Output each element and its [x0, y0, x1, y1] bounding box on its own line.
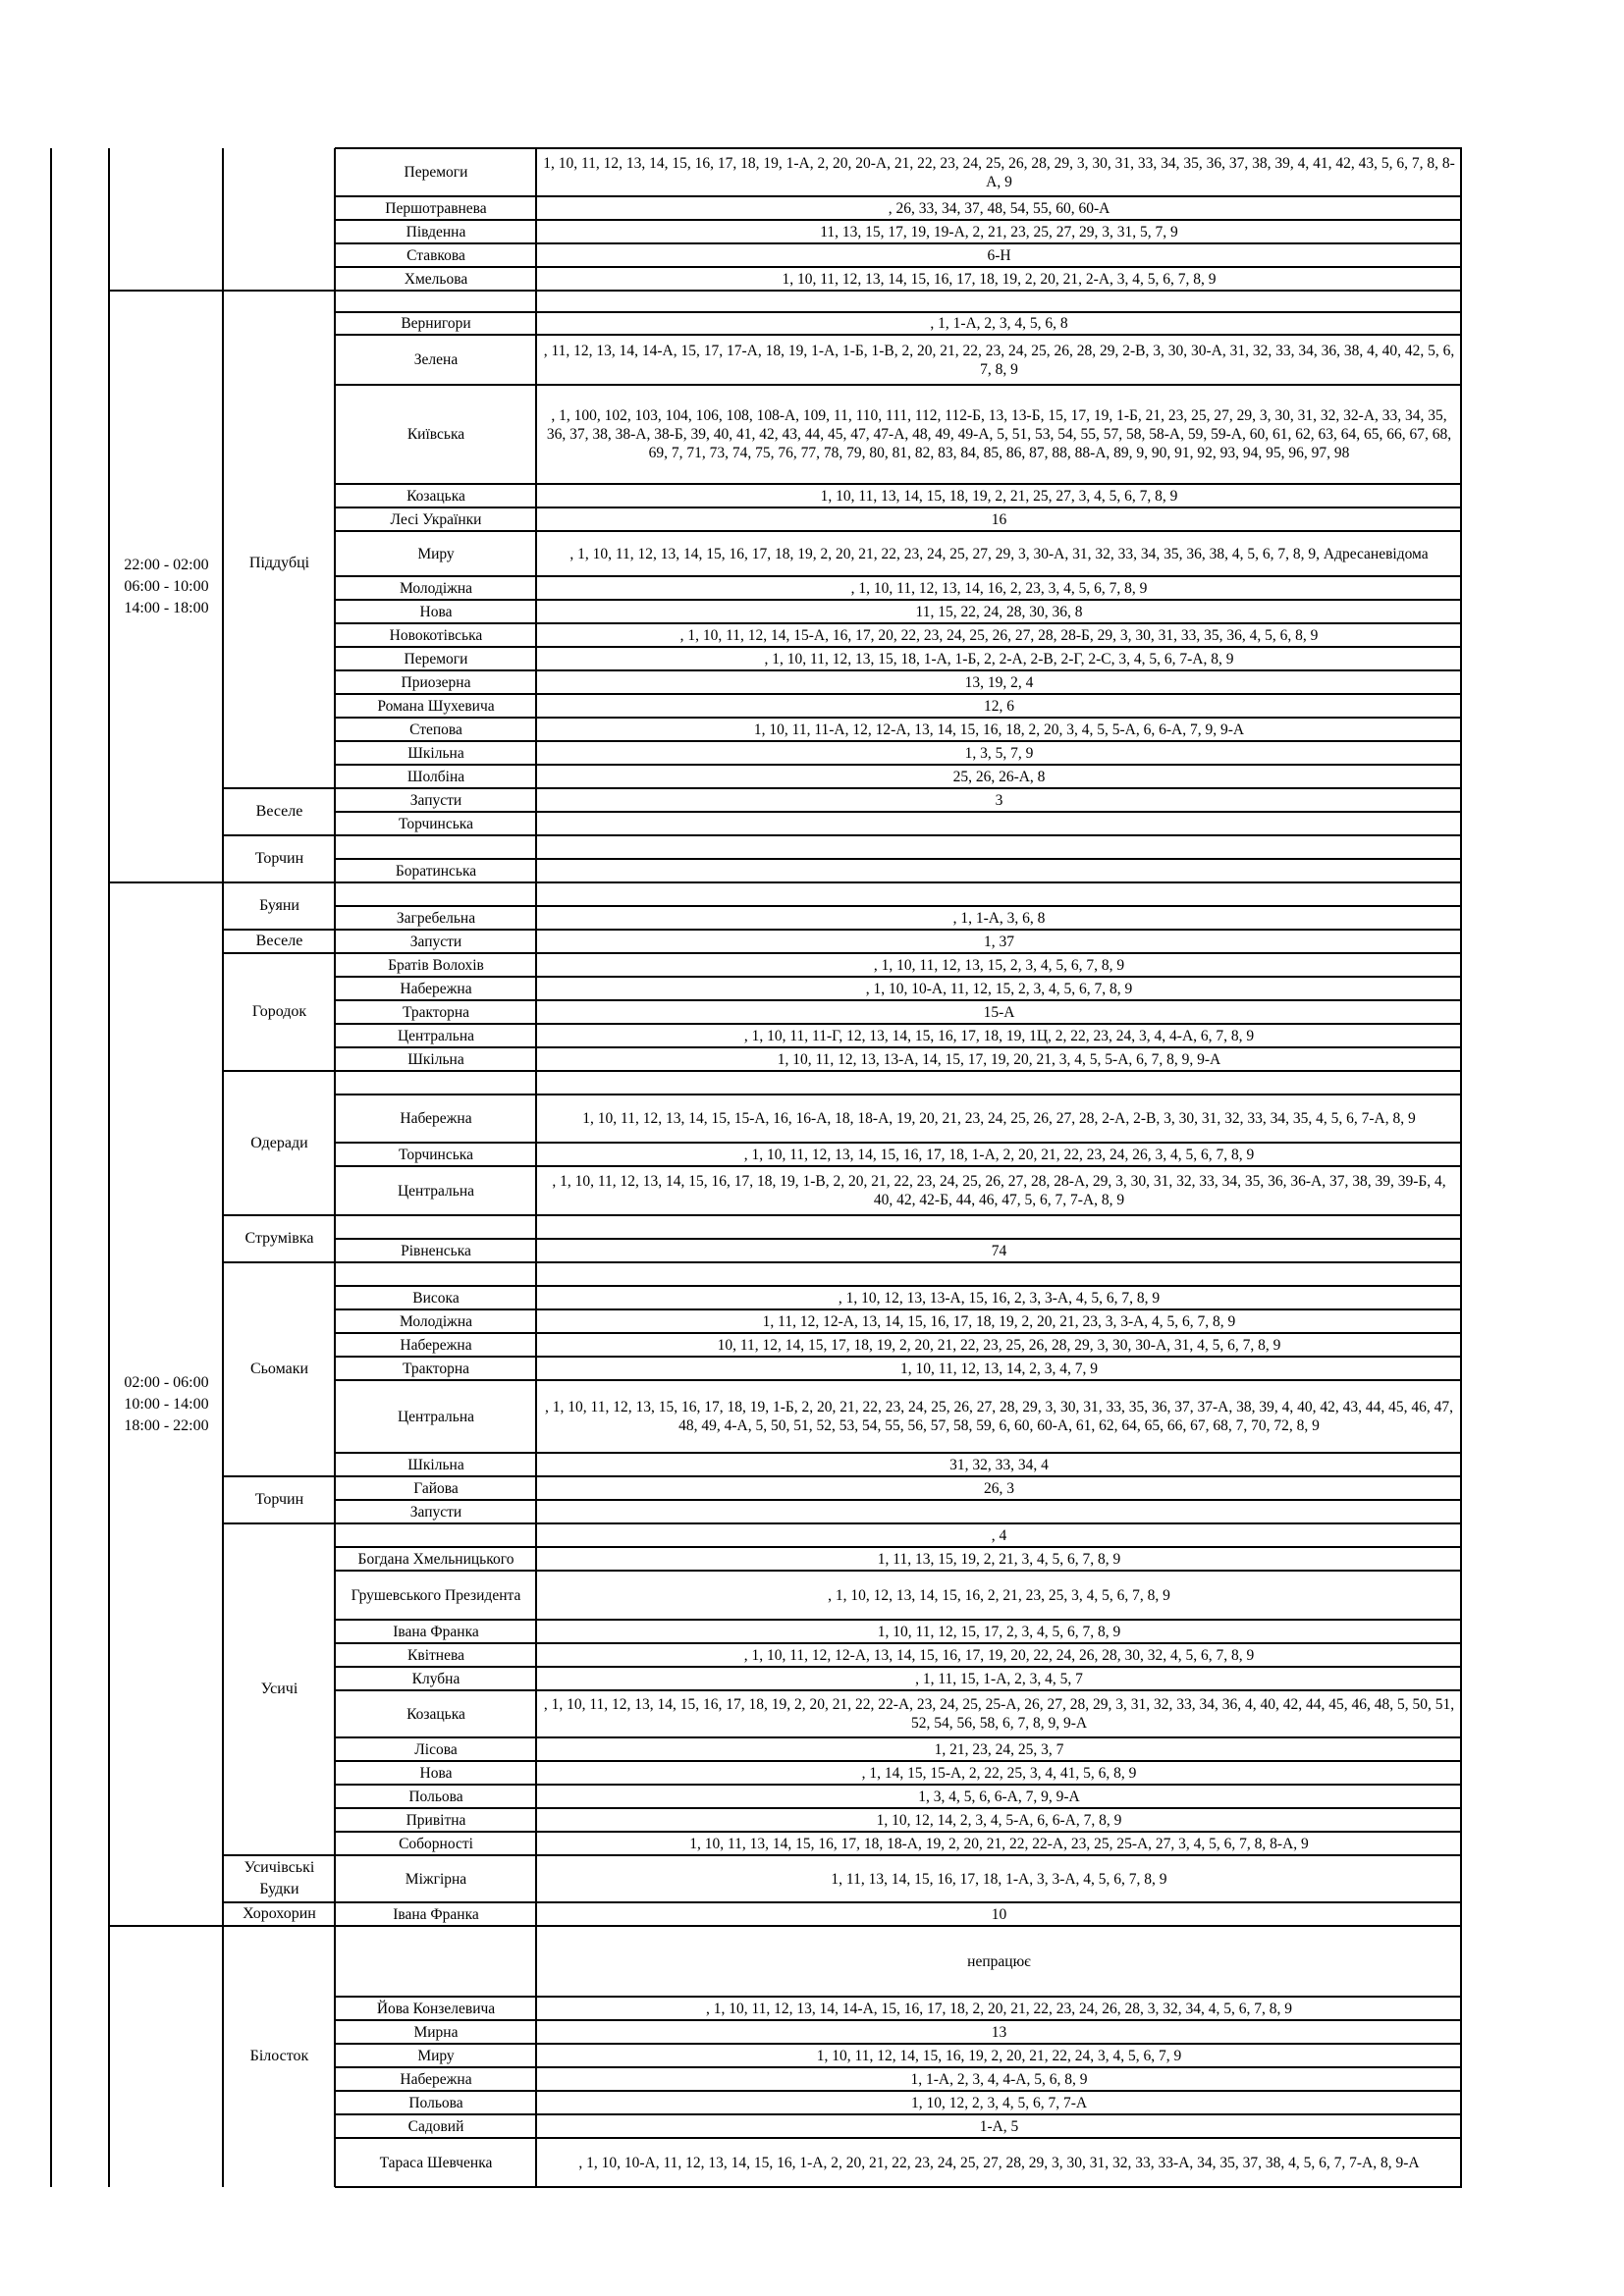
house-numbers [537, 1215, 1461, 1239]
street-name: Богдана Хмельницького [357, 1550, 514, 1568]
street-name: Шкільна [407, 1456, 464, 1473]
house-numbers: 1, 10, 11, 13, 14, 15, 16, 17, 18, 18-А, 19, 2, 20, 21, 22, 22-А, 23, 25, 25-А, 27, 3, 4, 5, 6, 7, 8, 8-А, 9 [689, 1835, 1309, 1852]
time-slot: 06:00 - 10:00 [124, 577, 209, 595]
house-numbers: , 1, 10, 11, 12, 13, 14, 14-А, 15, 16, 17, 18, 2, 20, 21, 22, 23, 24, 26, 28, 3, 32, 34, 4, 5, 6, 7, 8, 9 [705, 2000, 1293, 2017]
street-name: Шкільна [407, 1050, 464, 1068]
house-numbers: , 1, 10, 11, 11-Г, 12, 13, 14, 15, 16, 17, 18, 19, 1Ц, 2, 22, 23, 24, 3, 4, 4-А, 6, 7, 8, 9 [743, 1027, 1255, 1044]
village-name: Торчин [254, 850, 304, 867]
house-numbers: 1, 37 [984, 933, 1014, 950]
house-numbers: 11, 13, 15, 17, 19, 19-А, 2, 21, 23, 25, 27, 29, 3, 31, 5, 7, 9 [820, 223, 1178, 240]
village-name: Струмівка [244, 1230, 314, 1247]
house-numbers: , 1, 10, 10-А, 11, 12, 15, 2, 3, 4, 5, 6, 7, 8, 9 [865, 980, 1133, 997]
street-name: Боратинська [395, 862, 477, 880]
street-name: Хмельова [404, 270, 468, 288]
house-numbers: , 1, 10, 11, 12, 13, 14, 15, 16, 17, 18, 19, 1-В, 2, 20, 21, 22, 23, 24, 25, 26, 27, 28, 28-А, 29, 3, 30, 31, 32, 33, 34, 35, 36, 36-А, 37, 38, 39, 39-Б, 4, 40, 42, 42-Б, 44, 46, 47, 5, 6, 7, 7-А, 8, 9 [552, 1173, 1446, 1208]
house-numbers: , 1, 11, 15, 1-А, 2, 3, 4, 5, 7 [915, 1670, 1083, 1687]
house-numbers [537, 1262, 1461, 1286]
street-name: Київська [406, 426, 465, 443]
house-numbers: 15-А [983, 1003, 1015, 1021]
house-numbers [537, 1071, 1461, 1095]
house-numbers: 74 [991, 1242, 1007, 1259]
house-numbers: 1, 10, 11, 12, 14, 15, 16, 19, 2, 20, 21, 22, 24, 3, 4, 5, 6, 7, 9 [816, 2047, 1182, 2064]
house-numbers: 1, 10, 11, 13, 14, 15, 18, 19, 2, 21, 25, 27, 3, 4, 5, 6, 7, 8, 9 [820, 487, 1178, 505]
house-numbers [537, 291, 1461, 312]
street-name: Садовий [407, 2117, 464, 2135]
house-numbers: , 1, 14, 15, 15-А, 2, 22, 25, 3, 4, 41, 5, 6, 8, 9 [861, 1764, 1137, 1782]
house-numbers: непрацює [967, 1952, 1031, 1970]
street-name: Набережна [400, 1336, 472, 1354]
house-numbers: , 1, 10, 11, 12, 13, 14, 16, 2, 23, 3, 4, 5, 6, 7, 8, 9 [850, 579, 1148, 597]
village-name: Піддубці [248, 554, 310, 571]
table-bottom-border [335, 2186, 1462, 2188]
house-numbers: 1, 21, 23, 24, 25, 3, 7 [934, 1740, 1064, 1758]
house-numbers: , 1, 10, 11, 12, 13, 14, 15, 16, 17, 18, 19, 2, 20, 21, 22, 22-А, 23, 24, 25, 25-А, 26, 27, 28, 29, 3, 31, 32, 33, 34, 36, 4, 40, 42, 44, 45, 46, 48, 5, 50, 51, 52, 54, 56, 58, 6, 7, 8, 9, 9-А [543, 1696, 1455, 1732]
street-name: Івана Франка [393, 1905, 479, 1923]
time-slots [110, 882, 223, 1926]
street-name: Соборності [399, 1835, 473, 1852]
street-name: Привітна [406, 1811, 466, 1829]
street-name: Братів Волохів [388, 956, 484, 974]
house-numbers: , 1, 10, 12, 13, 13-А, 15, 16, 2, 3, 3-А, 4, 5, 6, 7, 8, 9 [838, 1289, 1161, 1307]
house-numbers: 1, 3, 4, 5, 6, 6-А, 7, 9, 9-А [918, 1788, 1080, 1805]
street-name: Миру [417, 2047, 455, 2064]
house-numbers: 10, 11, 12, 14, 15, 17, 18, 19, 2, 20, 21, 22, 23, 25, 26, 28, 29, 3, 30, 30-А, 31, 4, 5, 6, 7, 8, 9 [717, 1336, 1281, 1354]
street-name: Південна [406, 223, 466, 240]
house-numbers [537, 835, 1461, 859]
house-numbers: , 1, 10, 10-А, 11, 12, 13, 14, 15, 16, 1-А, 2, 20, 21, 22, 23, 24, 25, 27, 28, 29, 3, 30, 31, 32, 33, 33-А, 34, 35, 37, 38, 4, 5, 6, 7, 7-А, 8, 9-А [578, 2154, 1420, 2171]
column-divider [50, 148, 52, 2187]
street-name: Центральна [397, 1027, 475, 1044]
street-name: Клубна [411, 1670, 460, 1687]
street-name: Перемоги [404, 164, 468, 181]
street-name: Тракторна [402, 1360, 470, 1377]
village-name: Городок [251, 1003, 307, 1020]
house-numbers: 25, 26, 26-А, 8 [952, 768, 1046, 785]
house-numbers: 31, 32, 33, 34, 4 [949, 1456, 1049, 1473]
house-numbers: 13 [991, 2023, 1007, 2041]
street-name: Квітнева [407, 1646, 464, 1664]
street-name: Торчинська [399, 815, 473, 832]
street-name: Нова [419, 1764, 453, 1782]
street-name: Мирна [413, 2023, 459, 2041]
street-name: Гайова [413, 1479, 459, 1497]
house-numbers: , 1, 10, 11, 12, 13, 14, 15, 16, 17, 18, 19, 2, 20, 21, 22, 23, 24, 25, 27, 29, 3, 30-А, 31, 32, 33, 34, 35, 36, 38, 4, 5, 6, 7, 8, 9, Адресаневідома [569, 545, 1429, 562]
street-name: Ставкова [406, 246, 465, 264]
street-name [336, 835, 536, 859]
house-numbers: , 1, 10, 11, 12, 13, 14, 15, 16, 17, 18, 1-А, 2, 20, 21, 22, 23, 24, 26, 3, 4, 5, 6, 7, 8, 9 [743, 1146, 1255, 1163]
street-name: Приозерна [401, 673, 471, 691]
street-name: Миру [417, 545, 455, 562]
group-divider [109, 1925, 223, 1927]
house-numbers [537, 1500, 1461, 1523]
street-name: Грушевського Президента [351, 1586, 521, 1604]
street-name: Запусти [409, 1503, 462, 1521]
street-name: Висока [412, 1289, 460, 1307]
village-name: Хорохорин [243, 1905, 316, 1922]
village-name: Веселе [255, 803, 303, 820]
street-name [336, 1215, 536, 1239]
house-numbers: 1, 10, 12, 14, 2, 3, 4, 5-А, 6, 6-А, 7, 8, 9 [876, 1811, 1122, 1829]
house-numbers: , 1, 1-А, 3, 6, 8 [952, 909, 1046, 927]
house-numbers: 1, 11, 12, 12-А, 13, 14, 15, 16, 17, 18, 19, 2, 20, 21, 23, 3, 3-А, 4, 5, 6, 7, 8, 9 [762, 1312, 1236, 1330]
house-numbers: , 1, 1-А, 2, 3, 4, 5, 6, 8 [930, 315, 1068, 332]
house-numbers: 1, 1-А, 2, 3, 4, 4-А, 5, 6, 8, 9 [910, 2070, 1088, 2088]
house-numbers: , 1, 10, 11, 12, 12-А, 13, 14, 15, 16, 17, 19, 20, 22, 24, 26, 28, 30, 32, 4, 5, 6, 7, 8, 9 [743, 1646, 1255, 1664]
house-numbers: 1, 10, 12, 2, 3, 4, 5, 6, 7, 7-А [910, 2094, 1088, 2111]
house-numbers: 1, 3, 5, 7, 9 [964, 744, 1034, 762]
house-numbers: 1, 10, 11, 12, 15, 17, 2, 3, 4, 5, 6, 7, 8, 9 [877, 1623, 1121, 1640]
street-name: Тараса Шевченка [379, 2154, 493, 2171]
time-slots [110, 291, 223, 882]
time-slot: 02:00 - 06:00 [124, 1373, 209, 1391]
village-name: Сьомаки [249, 1361, 309, 1377]
street-name: Козацька [406, 487, 465, 505]
street-name: Запусти [409, 933, 462, 950]
street-name: Польова [408, 1788, 463, 1805]
street-name: Загребельна [396, 909, 476, 927]
house-numbers [537, 882, 1461, 906]
village-name: Білосток [249, 2048, 309, 2064]
house-numbers: , 1, 10, 11, 12, 13, 15, 16, 17, 18, 19, 1-Б, 2, 20, 21, 22, 23, 24, 25, 26, 27, 28, 29, 3, 30, 31, 33, 35, 36, 37, 37-А, 38, 39, 4, 40, 42, 43, 44, 45, 46, 47, 48, 49, 4-А, 5, 50, 51, 52, 53, 54, 55, 56, 57, 58, 59, 6, 60, 60-А, 61, 62, 64, 65, 66, 67, 68, 7, 70, 72, 8, 9 [545, 1399, 1453, 1434]
house-numbers: , 1, 100, 102, 103, 104, 106, 108, 108-А, 109, 11, 110, 111, 112, 112-Б, 13, 13-Б, 15, 17, 19, 1-Б, 21, 23, 25, 27, 29, 3, 30, 31, 32, 32-А, 33, 34, 35, 36, 37, 38, 38-А, 38-Б, 39, 40, 41, 42, 43, 44, 45, 47, 47-А, 48, 49, 49-А, 5, 51, 53, 54, 55, 57, 58, 58-А, 59, 59-А, 60, 61, 62, 63, 64, 65, 66, 67, 68, 69, 7, 71, 73, 74, 75, 76, 77, 78, 79, 80, 81, 82, 83, 84, 85, 86, 87, 88, 88-А, 89, 9, 90, 91, 92, 93, 94, 95, 96, 97, 98 [546, 407, 1452, 461]
house-numbers: , 11, 12, 13, 14, 14-А, 15, 17, 17-А, 18, 19, 1-А, 1-Б, 1-В, 2, 20, 21, 22, 23, 24, 25, 26, 28, 29, 2-В, 3, 30, 30-А, 31, 32, 33, 34, 36, 38, 4, 40, 42, 5, 6, 7, 8, 9 [543, 342, 1455, 378]
street-name: Лісова [414, 1740, 458, 1758]
time-slot: 14:00 - 18:00 [124, 599, 209, 616]
house-numbers: 1, 10, 11, 12, 13, 14, 15, 16, 17, 18, 19, 2, 20, 21, 2-А, 3, 4, 5, 6, 7, 8, 9 [782, 270, 1217, 288]
house-numbers: 3 [995, 791, 1003, 809]
street-name: Лесі Українки [390, 510, 482, 528]
house-numbers: 1, 11, 13, 15, 19, 2, 21, 3, 4, 5, 6, 7, 8, 9 [877, 1550, 1121, 1568]
street-name: Молодіжна [399, 1312, 473, 1330]
street-name [336, 291, 536, 312]
street-name: Романа Шухевича [377, 697, 495, 715]
street-name [336, 1262, 536, 1286]
house-numbers: 10 [991, 1905, 1007, 1923]
house-numbers: 6-Н [987, 246, 1011, 264]
street-name: Польова [408, 2094, 463, 2111]
house-numbers: , 1, 10, 11, 12, 14, 15-А, 16, 17, 20, 22, 23, 24, 25, 26, 27, 28, 28-Б, 29, 3, 30, 31, 33, 35, 36, 4, 5, 6, 8, 9 [679, 626, 1319, 644]
house-numbers: , 26, 33, 34, 37, 48, 54, 55, 60, 60-А [888, 199, 1110, 217]
house-numbers: 1, 10, 11, 11-А, 12, 12-А, 13, 14, 15, 16, 18, 2, 20, 3, 4, 5, 5-А, 6, 6-А, 7, 9, 9-А [753, 721, 1245, 738]
house-numbers: 1-А, 5 [979, 2117, 1019, 2135]
street-name: Центральна [397, 1408, 475, 1425]
street-name: Першотравнева [385, 199, 487, 217]
village-name: Веселе [255, 933, 303, 949]
street-name: Рівненська [401, 1242, 471, 1259]
street-name: Вернигори [401, 315, 471, 332]
house-numbers: 26, 3 [984, 1479, 1014, 1497]
house-numbers: 1, 10, 11, 12, 13, 14, 15, 16, 17, 18, 19, 1-А, 2, 20, 20-А, 21, 22, 23, 24, 25, 26, 28, 29, 3, 30, 31, 33, 34, 35, 36, 37, 38, 39, 4, 41, 42, 43, 5, 6, 7, 8, 8-А, 9 [543, 154, 1455, 190]
house-numbers: 16 [991, 510, 1007, 528]
village-name: Одеради [250, 1134, 308, 1151]
street-name: Тракторна [402, 1003, 470, 1021]
street-name: Перемоги [404, 650, 468, 667]
street-name: Торчинська [399, 1146, 473, 1163]
house-numbers: 13, 19, 2, 4 [964, 673, 1034, 691]
house-numbers: , 1, 10, 12, 13, 14, 15, 16, 2, 21, 23, 25, 3, 4, 5, 6, 7, 8, 9 [828, 1586, 1170, 1604]
street-name: Набережна [400, 1110, 472, 1127]
street-name: Молодіжна [399, 579, 473, 597]
village-name: Усичівські Будки [244, 1859, 315, 1897]
house-numbers: , 1, 10, 11, 12, 13, 15, 18, 1-А, 1-Б, 2, 2-А, 2-В, 2-Г, 2-С, 3, 4, 5, 6, 7-А, 8, 9 [764, 650, 1234, 667]
village-name: Усичі [260, 1681, 298, 1697]
house-numbers: 12, 6 [984, 697, 1014, 715]
street-name: Козацька [406, 1705, 465, 1723]
time-slot: 18:00 - 22:00 [124, 1416, 209, 1434]
village-name: Торчин [254, 1491, 304, 1508]
house-numbers [537, 859, 1461, 882]
house-numbers: 1, 10, 11, 12, 13, 13-А, 14, 15, 17, 19, 20, 21, 3, 4, 5, 5-А, 6, 7, 8, 9, 9-А [777, 1050, 1221, 1068]
street-name: Центральна [397, 1182, 475, 1200]
time-slot: 22:00 - 02:00 [124, 556, 209, 573]
house-numbers: 1, 11, 13, 14, 15, 16, 17, 18, 1-А, 3, 3-А, 4, 5, 6, 7, 8, 9 [831, 1870, 1167, 1888]
street-name [336, 1071, 536, 1095]
house-numbers: 1, 10, 11, 12, 13, 14, 2, 3, 4, 7, 9 [900, 1360, 1098, 1377]
street-name: Набережна [400, 2070, 472, 2088]
house-numbers: , 4 [991, 1526, 1007, 1544]
street-name: Міжгірна [405, 1870, 467, 1888]
street-name: Йова Конзелевича [376, 2000, 496, 2017]
street-name: Шкільна [407, 744, 464, 762]
street-name: Нова [419, 603, 453, 620]
street-name: Степова [409, 721, 462, 738]
street-name: Набережна [400, 980, 472, 997]
street-name [336, 1926, 536, 1997]
street-name: Новокотівська [389, 626, 483, 644]
street-name: Зелена [413, 351, 459, 368]
house-numbers [537, 812, 1461, 835]
street-name: Шолбіна [406, 768, 465, 785]
house-numbers: , 1, 10, 11, 12, 13, 15, 2, 3, 4, 5, 6, 7, 8, 9 [873, 956, 1125, 974]
village-name: Буяни [259, 897, 299, 914]
house-numbers: 11, 15, 22, 24, 28, 30, 36, 8 [915, 603, 1083, 620]
street-name: Запусти [409, 791, 462, 809]
street-name [336, 1523, 536, 1547]
street-name: Івана Франка [393, 1623, 479, 1640]
time-slot: 10:00 - 14:00 [124, 1395, 209, 1413]
house-numbers: 1, 10, 11, 12, 13, 14, 15, 15-А, 16, 16-А, 18, 18-А, 19, 20, 21, 23, 24, 25, 26, 27, 28, 2-А, 2-В, 3, 30, 31, 32, 33, 34, 35, 4, 5, 6, 7-А, 8, 9 [582, 1110, 1416, 1127]
street-name [336, 882, 536, 906]
